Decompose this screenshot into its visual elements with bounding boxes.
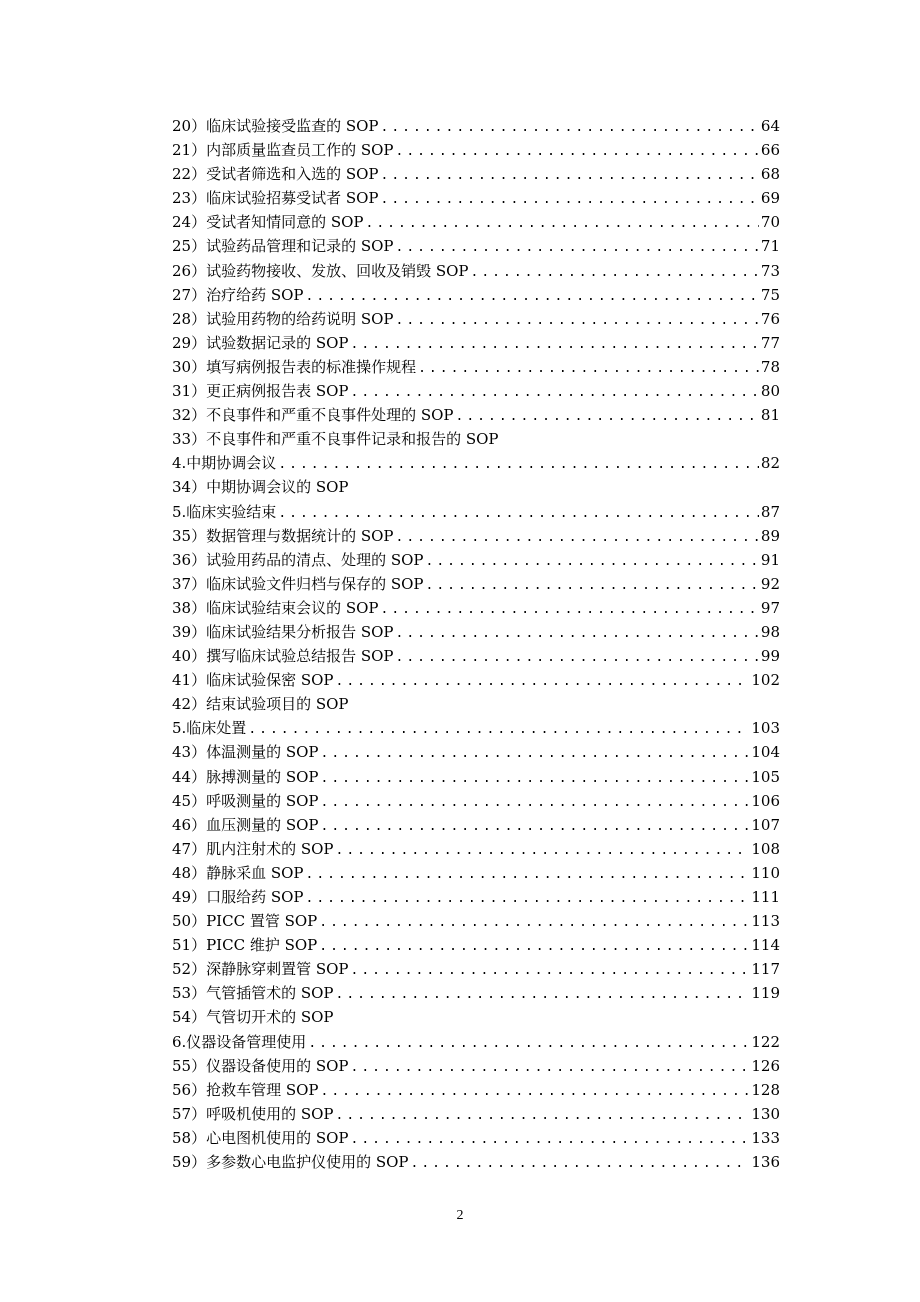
toc-entry[interactable] <box>172 1150 780 1174</box>
toc-entry-title: 20）临床试验接受监查的 SOP <box>172 117 379 135</box>
toc-entry[interactable] <box>172 1078 780 1102</box>
toc-dot-leader <box>351 959 750 981</box>
page-number: 2 <box>456 1208 464 1223</box>
toc-entry-page: 69 <box>760 189 780 208</box>
toc-dot-leader <box>381 116 759 138</box>
toc-dot-leader <box>306 887 750 909</box>
toc-entry[interactable] <box>172 138 780 162</box>
toc-entry-title: 23）临床试验招募受试者 SOP <box>172 189 379 208</box>
toc-entry-title: 58）心电图机使用的 SOP <box>172 1128 349 1147</box>
toc-dot-leader <box>351 1128 750 1150</box>
toc-entry[interactable] <box>172 861 780 885</box>
toc-entry-title: 41）临床试验保密 SOP <box>172 671 334 690</box>
toc-dot-leader <box>351 333 759 355</box>
toc-entry-page: 66 <box>760 141 780 160</box>
toc-dot-leader <box>308 1032 749 1054</box>
toc-entry[interactable] <box>172 572 780 596</box>
toc-entry-page: 98 <box>760 622 780 641</box>
toc-entry[interactable] <box>172 765 780 789</box>
toc-entry-title: 5.临床处置 <box>172 719 247 738</box>
toc-entry-title: 24）受试者知情同意的 SOP <box>172 213 364 232</box>
table-of-contents <box>172 114 780 1174</box>
toc-entry-title: 39）临床试验结果分析报告 SOP <box>172 622 394 641</box>
toc-entry-title: 57）呼吸机使用的 SOP <box>172 1104 334 1123</box>
toc-entry[interactable] <box>172 692 780 716</box>
toc-dot-leader <box>248 718 749 740</box>
toc-dot-leader <box>426 550 759 572</box>
toc-entry[interactable] <box>172 524 780 548</box>
toc-entry[interactable] <box>172 1030 780 1054</box>
toc-entry-page: 80 <box>760 382 780 401</box>
toc-dot-leader <box>278 502 759 524</box>
toc-entry[interactable] <box>172 620 780 644</box>
toc-entry-title: 56）抢救车管理 SOP <box>172 1080 319 1099</box>
toc-entry[interactable] <box>172 644 780 668</box>
toc-entry-page: 104 <box>751 743 780 762</box>
toc-entry-title: 37）临床试验文件归档与保存的 SOP <box>172 574 424 593</box>
toc-dot-leader <box>471 261 759 283</box>
toc-dot-leader <box>381 188 759 210</box>
toc-entry-title: 49）口服给药 SOP <box>172 888 304 906</box>
toc-entry-page: 107 <box>751 815 780 834</box>
toc-dot-leader <box>319 911 749 933</box>
toc-entry[interactable] <box>172 596 780 620</box>
toc-dot-leader <box>396 646 759 668</box>
toc-entry-title: 4.中期协调会议 <box>172 454 277 473</box>
toc-entry[interactable] <box>172 740 780 764</box>
toc-dot-leader <box>396 622 759 644</box>
toc-entry-title: 5.临床实验结束 <box>172 502 277 521</box>
toc-entry-title: 33）不良事件和严重不良事件记录和报告的 SOP <box>172 430 499 449</box>
toc-entry-title: 54）气管切开术的 SOP <box>172 1008 334 1027</box>
toc-dot-leader <box>319 935 749 957</box>
toc-entry-title: 26）试验药物接收、发放、回收及销毁 SOP <box>172 261 469 280</box>
toc-dot-leader <box>411 1152 750 1174</box>
toc-entry-page: 89 <box>760 526 780 545</box>
toc-entry-page: 126 <box>751 1056 780 1075</box>
toc-entry-page: 99 <box>760 647 780 666</box>
toc-entry-title: 51）PICC 维护 SOP <box>172 936 318 955</box>
toc-entry[interactable] <box>172 933 780 957</box>
toc-entry[interactable] <box>172 403 780 427</box>
toc-entry-title: 38）临床试验结束会议的 SOP <box>172 598 379 617</box>
toc-entry-title: 45）呼吸测量的 SOP <box>172 791 319 810</box>
toc-entry[interactable] <box>172 1126 780 1150</box>
toc-entry[interactable] <box>172 210 780 234</box>
toc-dot-leader <box>366 212 759 234</box>
toc-entry-title: 36）试验用药品的清点、处理的 SOP <box>172 550 424 569</box>
toc-entry[interactable] <box>172 837 780 861</box>
toc-dot-leader <box>321 742 750 764</box>
toc-entry[interactable] <box>172 307 780 331</box>
toc-entry-title: 34）中期协调会议的 SOP <box>172 478 349 497</box>
toc-entry-page: 114 <box>751 936 780 955</box>
toc-entry-page: 73 <box>760 261 780 280</box>
toc-entry[interactable] <box>172 186 780 210</box>
toc-entry-page: 113 <box>751 912 780 931</box>
toc-entry-page: 117 <box>751 960 780 979</box>
toc-entry-title: 25）试验药品管理和记录的 SOP <box>172 237 394 256</box>
toc-entry-title: 48）静脉采血 SOP <box>172 863 304 882</box>
toc-entry-title: 30）填写病例报告表的标准操作规程 <box>172 357 417 376</box>
toc-entry-page: 130 <box>751 1104 780 1123</box>
toc-dot-leader <box>336 1104 750 1126</box>
toc-entry[interactable] <box>172 909 780 933</box>
toc-entry-title: 44）脉搏测量的 SOP <box>172 767 319 786</box>
toc-entry-title: 53）气管插管术的 SOP <box>172 984 334 1003</box>
toc-entry-page: 105 <box>751 767 780 786</box>
toc-entry-page: 82 <box>760 454 780 473</box>
toc-dot-leader <box>396 526 759 548</box>
toc-entry[interactable] <box>172 789 780 813</box>
toc-dot-leader <box>336 983 750 1005</box>
toc-dot-leader <box>396 309 759 331</box>
toc-entry-page: 76 <box>760 309 780 328</box>
toc-dot-leader <box>336 839 750 861</box>
toc-entry-page: 108 <box>751 839 780 858</box>
toc-entry-page: 128 <box>751 1080 780 1099</box>
toc-entry-title: 52）深静脉穿刺置管 SOP <box>172 960 349 979</box>
toc-entry-title: 21）内部质量监查员工作的 SOP <box>172 141 394 160</box>
toc-entry[interactable] <box>172 427 780 451</box>
toc-dot-leader <box>396 140 759 162</box>
toc-entry[interactable] <box>172 1054 780 1078</box>
toc-entry[interactable] <box>172 162 780 186</box>
toc-entry-title: 46）血压测量的 SOP <box>172 815 319 834</box>
toc-entry-title: 35）数据管理与数据统计的 SOP <box>172 526 394 545</box>
toc-entry-title: 55）仪器设备使用的 SOP <box>172 1056 349 1075</box>
toc-entry-page: 92 <box>760 574 780 593</box>
toc-entry-page: 110 <box>751 863 780 882</box>
toc-entry-page: 77 <box>760 333 780 352</box>
toc-entry[interactable] <box>172 475 780 499</box>
toc-entry-page: 133 <box>751 1128 780 1147</box>
toc-dot-leader <box>278 453 759 475</box>
toc-entry-page: 68 <box>760 165 780 184</box>
toc-entry-title: 28）试验用药物的给药说明 SOP <box>172 309 394 328</box>
toc-entry[interactable] <box>172 1005 780 1029</box>
toc-entry-page: 71 <box>760 237 780 256</box>
toc-dot-leader <box>396 236 759 258</box>
toc-dot-leader <box>456 405 759 427</box>
toc-entry[interactable] <box>172 331 780 355</box>
toc-entry-title: 31）更正病例报告表 SOP <box>172 382 349 401</box>
toc-dot-leader <box>381 164 759 186</box>
toc-entry-title: 42）结束试验项目的 SOP <box>172 695 349 714</box>
toc-entry[interactable] <box>172 379 780 403</box>
toc-entry-title: 6.仪器设备管理使用 <box>172 1032 307 1051</box>
toc-entry[interactable] <box>172 957 780 981</box>
toc-dot-leader <box>321 791 750 813</box>
toc-entry-page: 97 <box>760 598 780 617</box>
toc-entry-title: 59）多参数心电监护仪使用的 SOP <box>172 1153 409 1172</box>
toc-entry-title: 22）受试者筛选和入选的 SOP <box>172 165 379 184</box>
toc-dot-leader <box>336 670 750 692</box>
toc-dot-leader <box>381 598 759 620</box>
toc-entry[interactable] <box>172 114 780 138</box>
toc-entry-page: 122 <box>751 1032 780 1051</box>
toc-entry[interactable] <box>172 1102 780 1126</box>
toc-entry[interactable] <box>172 668 780 692</box>
toc-dot-leader <box>306 285 759 307</box>
toc-entry-page: 75 <box>760 285 780 304</box>
toc-entry-page: 64 <box>760 117 780 135</box>
toc-entry-title: 47）肌内注射术的 SOP <box>172 839 334 858</box>
toc-entry[interactable] <box>172 355 780 379</box>
toc-entry-page: 119 <box>751 984 780 1003</box>
toc-entry-title: 27）治疗给药 SOP <box>172 285 304 304</box>
toc-entry-title: 32）不良事件和严重不良事件处理的 SOP <box>172 406 454 425</box>
toc-entry[interactable] <box>172 981 780 1005</box>
toc-entry[interactable] <box>172 283 780 307</box>
toc-entry-page: 136 <box>751 1153 780 1172</box>
toc-dot-leader <box>418 357 759 379</box>
toc-entry-title: 43）体温测量的 SOP <box>172 743 319 762</box>
toc-dot-leader <box>426 574 759 596</box>
toc-entry-page: 102 <box>751 671 780 690</box>
toc-entry-page: 87 <box>760 502 780 521</box>
toc-entry-page: 111 <box>751 888 780 906</box>
toc-entry-title: 29）试验数据记录的 SOP <box>172 333 349 352</box>
toc-dot-leader <box>351 381 759 403</box>
toc-dot-leader <box>321 767 750 789</box>
toc-entry[interactable] <box>172 234 780 258</box>
toc-entry-page: 70 <box>760 213 780 232</box>
toc-entry-page: 103 <box>751 719 780 738</box>
toc-entry[interactable] <box>172 885 780 909</box>
toc-entry[interactable] <box>172 259 780 283</box>
toc-entry-title: 40）撰写临床试验总结报告 SOP <box>172 647 394 666</box>
toc-entry-page: 81 <box>760 406 780 425</box>
toc-entry[interactable] <box>172 716 780 740</box>
toc-dot-leader <box>351 1056 750 1078</box>
toc-dot-leader <box>321 815 750 837</box>
toc-entry[interactable] <box>172 548 780 572</box>
toc-dot-leader <box>306 863 750 885</box>
toc-entry-title: 50）PICC 置管 SOP <box>172 912 318 931</box>
toc-entry[interactable] <box>172 500 780 524</box>
toc-entry-page: 78 <box>760 357 780 376</box>
toc-entry-page: 106 <box>751 791 780 810</box>
toc-entry-page: 91 <box>760 550 780 569</box>
toc-entry[interactable] <box>172 451 780 475</box>
toc-entry[interactable] <box>172 813 780 837</box>
toc-dot-leader <box>321 1080 750 1102</box>
